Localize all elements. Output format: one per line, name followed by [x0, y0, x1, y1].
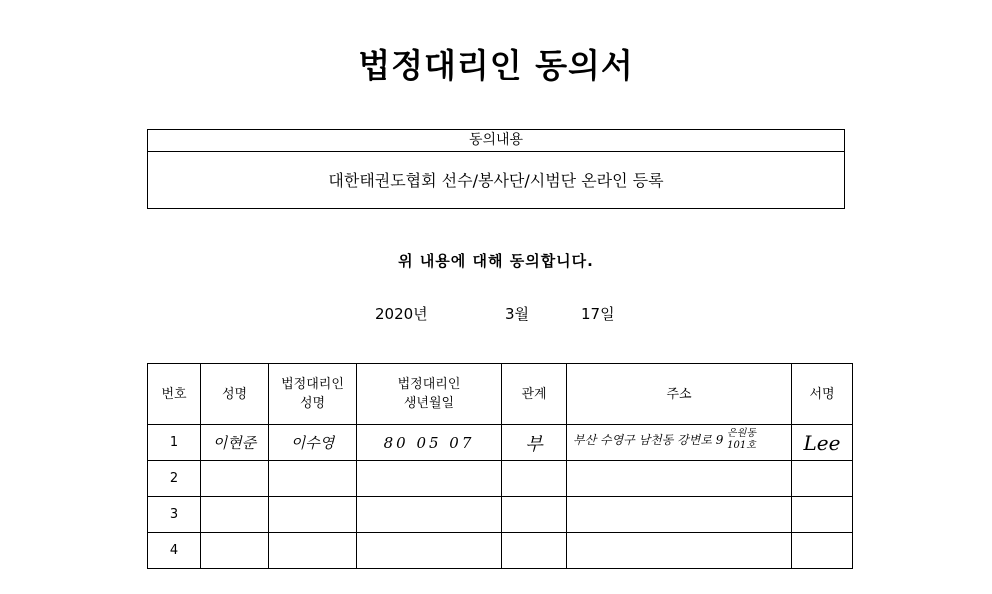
handwritten-relation: 부 — [525, 433, 543, 455]
handwritten-address-detail-line1: 은원동 — [727, 428, 756, 439]
table-row — [148, 425, 853, 461]
table-row — [148, 461, 853, 497]
header-guardian-name-line2: 성명 — [299, 396, 326, 411]
handwritten-guardian-birth: 80 05 07 — [383, 433, 475, 452]
header-relation: 관계 — [502, 364, 567, 425]
row-name[interactable] — [201, 533, 269, 569]
table-row — [148, 497, 853, 533]
table-row — [148, 533, 853, 569]
row-address[interactable] — [567, 461, 792, 497]
header-name: 성명 — [201, 364, 269, 425]
header-guardian-name — [269, 364, 357, 425]
header-address: 주소 — [567, 364, 792, 425]
header-guardian-birth — [357, 364, 502, 425]
row-guardian-name — [269, 425, 357, 461]
agreement-statement: 위 내용에 대해 동의합니다. — [398, 252, 594, 270]
consent-header: 동의내용 — [148, 130, 844, 152]
row-signature[interactable] — [792, 497, 853, 533]
row-guardian-birth[interactable] — [357, 461, 502, 497]
row-guardian-birth[interactable] — [357, 497, 502, 533]
row-guardian-birth[interactable] — [357, 533, 502, 569]
row-name[interactable] — [201, 461, 269, 497]
row-guardian-name[interactable] — [269, 533, 357, 569]
row-signature[interactable] — [792, 461, 853, 497]
header-guardian-birth-line1: 법정대리인 — [397, 377, 461, 392]
consent-content-box — [147, 129, 845, 209]
document-title: 법정대리인 동의서 — [358, 46, 634, 85]
row-signature — [792, 425, 853, 461]
handwritten-address: 부산 수영구 남천동 강변로 9 — [573, 433, 724, 447]
header-signature: 서명 — [792, 364, 853, 425]
date-year: 2020년 — [375, 305, 428, 323]
row-relation[interactable] — [502, 497, 567, 533]
row-signature[interactable] — [792, 533, 853, 569]
handwritten-address-detail-line2: 101호 — [727, 440, 756, 451]
row-name[interactable] — [201, 497, 269, 533]
handwritten-guardian-name: 이수영 — [290, 434, 335, 452]
row-number: 3 — [148, 497, 201, 533]
row-number: 4 — [148, 533, 201, 569]
handwritten-name: 이현준 — [212, 434, 257, 452]
row-address[interactable] — [567, 497, 792, 533]
row-guardian-birth — [357, 425, 502, 461]
handwritten-signature: Lee — [803, 430, 841, 455]
header-number: 번호 — [148, 364, 201, 425]
consent-content: 대한태권도협회 선수/봉사단/시범단 온라인 등록 — [328, 171, 664, 190]
row-name — [201, 425, 269, 461]
row-number: 2 — [148, 461, 201, 497]
date-month: 3월 — [505, 305, 530, 323]
row-relation[interactable] — [502, 461, 567, 497]
header-guardian-name-line1: 법정대리인 — [281, 377, 344, 392]
handwritten-address-detail — [727, 428, 756, 452]
table-header-row — [148, 364, 853, 425]
row-relation[interactable] — [502, 533, 567, 569]
row-address[interactable] — [567, 533, 792, 569]
signature-table — [147, 363, 853, 569]
row-number: 1 — [148, 425, 201, 461]
row-address — [567, 425, 792, 461]
row-guardian-name[interactable] — [269, 497, 357, 533]
row-relation — [502, 425, 567, 461]
header-guardian-birth-line2: 생년월일 — [403, 396, 455, 411]
date-day: 17일 — [581, 305, 615, 323]
row-guardian-name[interactable] — [269, 461, 357, 497]
